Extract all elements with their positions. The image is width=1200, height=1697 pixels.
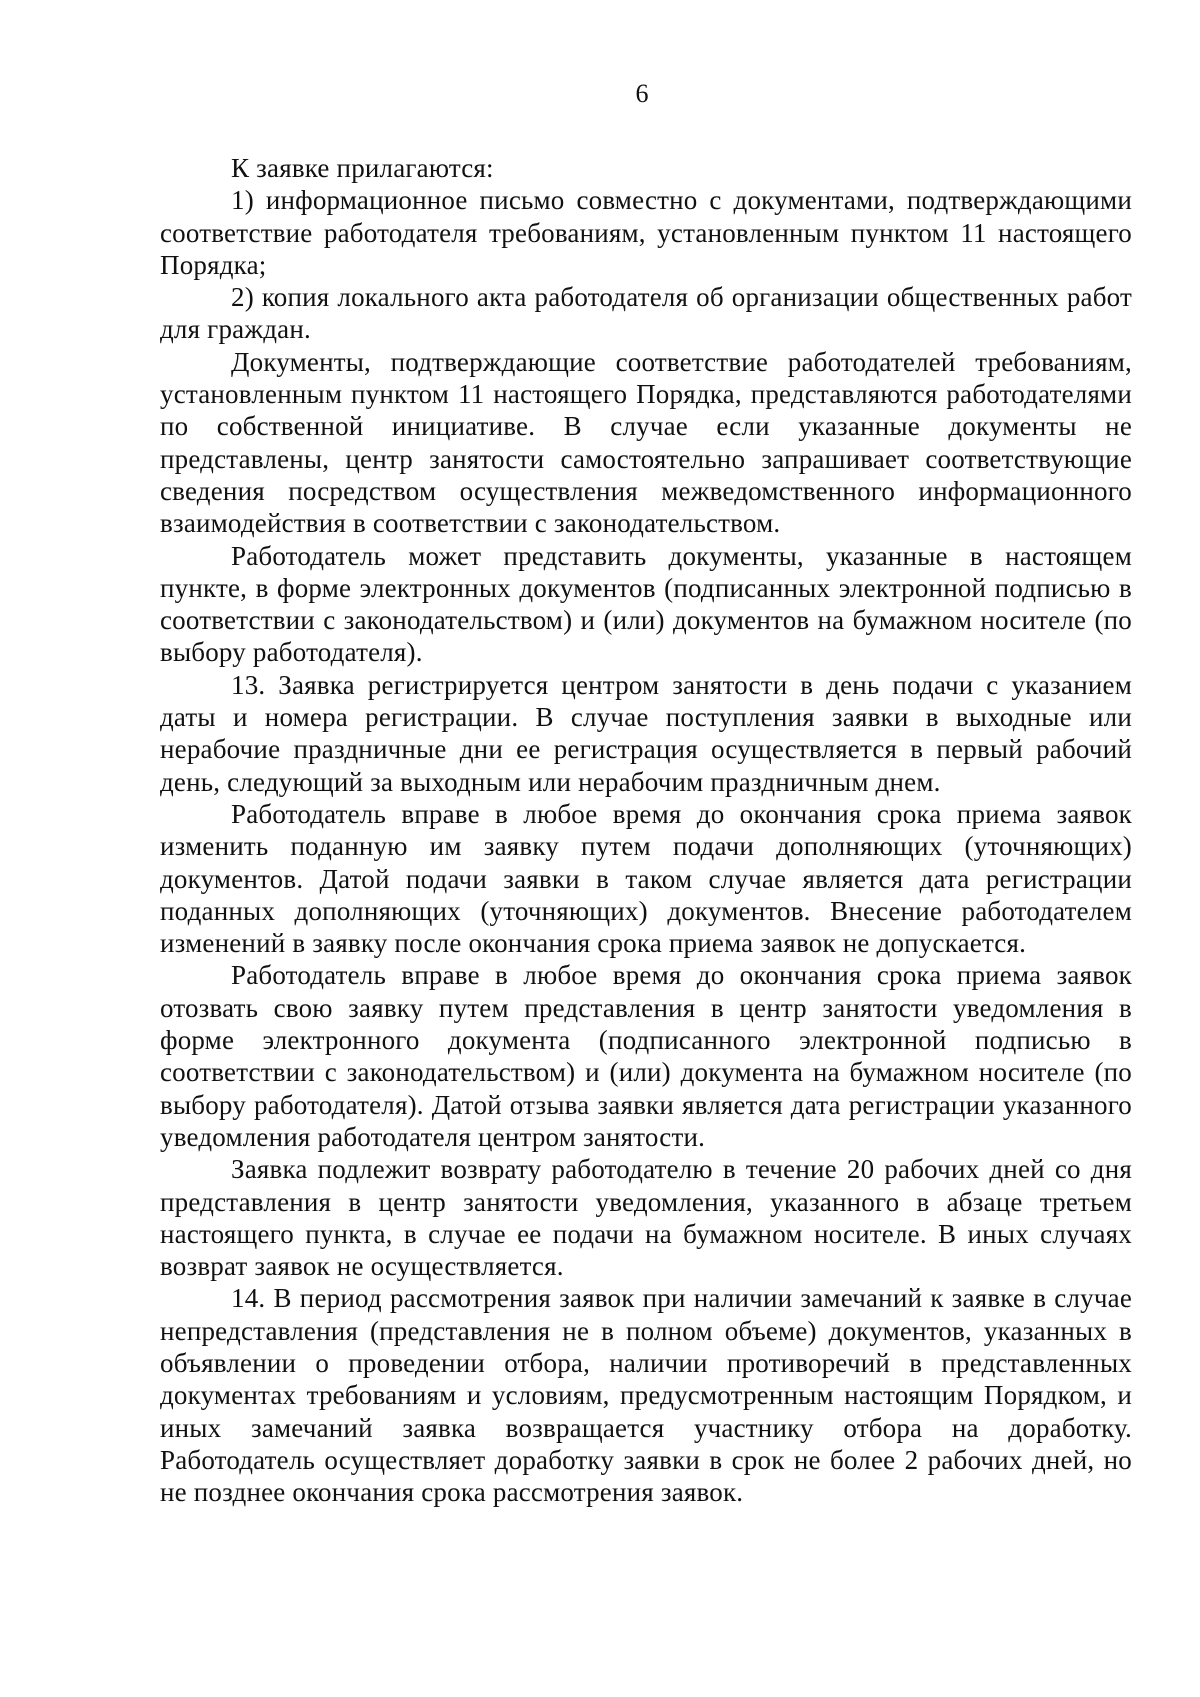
paragraph-supporting-documents: Документы, подтверждающие соответствие работодателей требованиям, установленным пунктом 11 настоящего Порядка, представляются работодателями по собственной инициативе. В случае если указанные документы не представлены, центр занятости самостоятельно запрашивает соответствующие сведения посредством осуществления межведомственного информационного взаимодействия в соответствии с законодательством. — [160, 346, 1132, 539]
paragraph-section-13-registration: 13. Заявка регистрируется центром занятости в день подачи с указанием даты и номера регистрации. В случае поступления заявки в выходные или нерабочие праздничные дни ее регистрация осуществляется в первый рабочий день, следующий за выходным или нерабочим праздничным днем. — [160, 669, 1132, 797]
paragraph-application-change: Работодатель вправе в любое время до окончания срока приема заявок изменить поданную им заявку путем подачи дополняющих (уточняющих) документов. Датой подачи заявки в таком случае является дата регистрации поданных дополняющих (уточняющих) документов. Внесение работодателем изменений в заявку после окончания срока приема заявок не допускается. — [160, 798, 1132, 959]
paragraph-application-return: Заявка подлежит возврату работодателю в течение 20 рабочих дней со дня представления в центр занятости уведомления, указанного в абзаце третьем настоящего пункта, в случае ее подачи на бумажном носителе. В иных случаях возврат заявок не осуществляется. — [160, 1154, 1132, 1282]
page-number: 6 — [635, 79, 649, 108]
paragraph-electronic-submission: Работодатель может представить документы, указанные в настоящем пункте, в форме электронных документов (подписанных электронной подписью в соответствии с законодательством) и (или) документов на бумажном носителе (по выбору работодателя). — [160, 540, 1132, 668]
paragraph-section-14-review: 14. В период рассмотрения заявок при наличии замечаний к заявке в случае непредставления (представления не в полном объеме) документов, указанных в объявлении о проведении отбора, наличии противоречий в представленных документах требованиям и условиям, предусмотренным настоящим Порядком, и иных замечаний заявка возвращается участнику отбора на доработку. Работодатель осуществляет доработку заявки в срок не более 2 рабочих дней, но не позднее окончания срока рассмотрения заявок. — [160, 1283, 1132, 1508]
paragraph-attachment-1: 1) информационное письмо совместно с документами, подтверждающими соответствие работодателя требованиям, установленным пунктом 11 настоящего Порядка; — [160, 185, 1132, 280]
document-body — [160, 152, 1132, 1508]
paragraph-attachments-intro: К заявке прилагаются: — [231, 153, 494, 183]
paragraph-application-withdrawal: Работодатель вправе в любое время до окончания срока приема заявок отозвать свою заявку путем представления в центр занятости уведомления в форме электронного документа (подписанного электронной подписью в соответствии с законодательством) и (или) документа на бумажном носителе (по выбору работодателя). Датой отзыва заявки является дата регистрации указанного уведомления работодателя центром занятости. — [160, 960, 1132, 1152]
paragraph-attachment-2: 2) копия локального акта работодателя об организации общественных работ для граждан. — [160, 282, 1132, 345]
